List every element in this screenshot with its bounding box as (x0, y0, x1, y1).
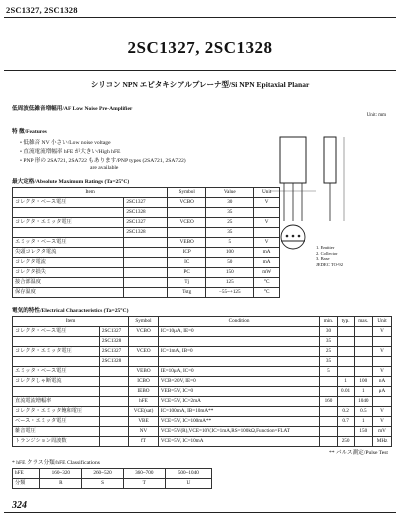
part-cell (124, 268, 168, 278)
condition-cell: VCE=5V, IC=100mA** (158, 417, 319, 427)
min-cell: 25 (320, 347, 337, 357)
symbol-cell: VCEO (168, 218, 206, 228)
page-number: 324 (12, 500, 27, 511)
max-cell (354, 327, 373, 337)
elec-heading: 電気的特性/Electrical Characteristics (Ta=25°C) (12, 308, 129, 314)
item-cell: コレクタ電流 (13, 258, 124, 268)
unit-cell: V (373, 347, 392, 357)
item-cell: 接合部温度 (13, 278, 124, 288)
table-row (13, 238, 280, 248)
unit-cell: μA (373, 387, 392, 397)
unit-cell: mV (373, 427, 392, 437)
item-cell (13, 337, 100, 347)
unit-cell (373, 337, 392, 347)
typ-cell (337, 327, 354, 337)
package-drawing (262, 113, 392, 288)
table-row (13, 288, 280, 298)
col-max: max. (354, 317, 373, 327)
item-cell: コレクタしゃ断電流 (13, 377, 100, 387)
part-cell (99, 437, 128, 447)
abs-max-table (12, 187, 280, 298)
feature-item: • 低雑音 NV 小さい/Low noise voltage (20, 140, 111, 146)
table-row (13, 198, 280, 208)
unit-cell: V (373, 367, 392, 377)
symbol-cell (168, 228, 206, 238)
item-cell: コレクタ・エミッタ電圧 (13, 347, 100, 357)
table-row (13, 387, 392, 397)
symbol-cell: NV (129, 427, 159, 437)
condition-cell: VCE=5V, IC=10mA (158, 437, 319, 447)
condition-cell (158, 357, 319, 367)
hfe-class: T (123, 479, 165, 489)
part-cell: 2SC1328 (124, 228, 168, 238)
col-min: min. (320, 317, 337, 327)
max-cell: 0.5 (354, 407, 373, 417)
part-cell: 2SC1328 (99, 357, 128, 367)
table-row (13, 258, 280, 268)
table-row (13, 397, 392, 407)
table-row (13, 417, 392, 427)
unit-cell: °C (254, 288, 280, 298)
table-row (13, 228, 280, 238)
condition-cell: IC=100mA, IB=10mA** (158, 407, 319, 417)
symbol-cell: IC (168, 258, 206, 268)
typ-cell: 1 (337, 377, 354, 387)
table-row (13, 367, 392, 377)
condition-cell: VCE=5V, IC=2mA (158, 397, 319, 407)
part-cell (99, 417, 128, 427)
condition-cell: IC=1mA, IB=0 (158, 347, 319, 357)
condition-cell: IC=10μA, IE=0 (158, 327, 319, 337)
typ-cell (337, 337, 354, 347)
min-cell: 160 (320, 397, 337, 407)
part-cell (124, 248, 168, 258)
value-cell: 35 (206, 208, 254, 218)
col-value: Value (206, 188, 254, 198)
item-cell (13, 357, 100, 367)
unit-cell: °C (254, 278, 280, 288)
max-cell: 1 (354, 417, 373, 427)
symbol-cell: hFE (129, 397, 159, 407)
hfe-class-table (12, 468, 212, 489)
col-unit: Unit (373, 317, 392, 327)
pulse-note: ** パルス測定/Pulse Test (328, 450, 388, 456)
header-part-numbers: 2SC1327, 2SC1328 (6, 5, 78, 15)
item-cell: コレクタ・ベース電圧 (13, 198, 124, 208)
part-cell (99, 377, 128, 387)
col-item: Item (13, 188, 168, 198)
table-row (13, 218, 280, 228)
table-row (13, 357, 392, 367)
hfe-range: 500~1040 (165, 469, 211, 479)
unit-cell (373, 357, 392, 367)
typ-cell: 0.01 (337, 387, 354, 397)
unit-cell (254, 208, 280, 218)
part-cell (99, 407, 128, 417)
symbol-cell (168, 208, 206, 218)
table-header-row (13, 188, 280, 198)
hfe-label: hFE (13, 469, 40, 479)
symbol-cell: ICBO (129, 377, 159, 387)
symbol-cell: VCEO (129, 347, 159, 357)
pin-label: JEDEC TO-92 (316, 261, 344, 267)
symbol-cell: PC (168, 268, 206, 278)
symbol-cell: Tstg (168, 288, 206, 298)
unit-cell: mW (254, 268, 280, 278)
features-heading: 特 徴/Features (12, 129, 47, 135)
part-cell (124, 258, 168, 268)
condition-cell (158, 337, 319, 347)
item-cell: 直流電流増幅率 (13, 397, 100, 407)
unit-cell: V (373, 417, 392, 427)
col-typ: typ. (337, 317, 354, 327)
condition-cell: VEB=5V, IC=0 (158, 387, 319, 397)
symbol-cell: ICP (168, 248, 206, 258)
table-row (13, 327, 392, 337)
table-row (13, 278, 280, 288)
unit-cell: V (254, 238, 280, 248)
unit-cell: V (373, 327, 392, 337)
max-cell (354, 357, 373, 367)
top-rule (4, 17, 396, 18)
part-cell (124, 238, 168, 248)
unit-cell: MHz (373, 437, 392, 447)
item-cell: 雑音電圧 (13, 427, 100, 437)
part-cell (99, 367, 128, 377)
item-cell: コレクタ損失 (13, 268, 124, 278)
symbol-cell: VEBO (168, 238, 206, 248)
min-cell (320, 437, 337, 447)
symbol-cell: VCE(sat) (129, 407, 159, 417)
item-cell (13, 228, 124, 238)
part-cell: 2SC1328 (124, 208, 168, 218)
part-cell (99, 397, 128, 407)
hfe-class: U (165, 479, 211, 489)
part-cell (124, 278, 168, 288)
hfe-class: R (40, 479, 82, 489)
unit-cell: V (254, 218, 280, 228)
symbol-cell: VEBO (129, 367, 159, 377)
part-cell: 2SC1328 (99, 337, 128, 347)
typ-cell (337, 347, 354, 357)
value-cell: 35 (206, 228, 254, 238)
min-cell (320, 417, 337, 427)
condition-cell: VCB=20V, IE=0 (158, 377, 319, 387)
item-cell (13, 208, 124, 218)
max-cell (354, 347, 373, 357)
min-cell: 30 (320, 327, 337, 337)
typ-cell: 0.7 (337, 417, 354, 427)
hfe-range: 260~520 (82, 469, 124, 479)
max-cell: 1 (354, 387, 373, 397)
min-cell: 35 (320, 357, 337, 367)
page-title: 2SC1327, 2SC1328 (127, 38, 273, 57)
table-row (13, 479, 212, 489)
typ-cell (337, 367, 354, 377)
item-cell: 尖頭コレクタ電流 (13, 248, 124, 258)
table-row (13, 208, 280, 218)
symbol-cell: Tj (168, 278, 206, 288)
item-cell: ベース・エミッタ電圧 (13, 417, 100, 427)
max-cell: 1040 (354, 397, 373, 407)
symbol-cell: VCBO (129, 327, 159, 337)
col-symbol: Symbol (129, 317, 159, 327)
feature-item: • PNP 形の 2SA721, 2SA722 もあります/PNP types (2SA721, 2SA722) (20, 158, 186, 164)
min-cell (320, 387, 337, 397)
pin-label: 2. Collector (316, 250, 338, 256)
min-cell: 5 (320, 367, 337, 377)
value-cell: 5 (206, 238, 254, 248)
hfe-class: S (82, 479, 124, 489)
typ-cell: 0.2 (337, 407, 354, 417)
min-cell: 35 (320, 337, 337, 347)
symbol-cell (129, 357, 159, 367)
table-row (13, 437, 392, 447)
unit-cell: nA (373, 377, 392, 387)
max-cell (354, 437, 373, 447)
class-label: 分類 (13, 479, 40, 489)
min-cell (320, 427, 337, 437)
value-cell: 50 (206, 258, 254, 268)
feature-item: are available (90, 165, 119, 171)
typ-cell (337, 357, 354, 367)
col-condition: Condition (158, 317, 319, 327)
typ-cell: 250 (337, 437, 354, 447)
max-cell: 100 (354, 377, 373, 387)
col-unit: Unit (254, 188, 280, 198)
unit-cell: mA (254, 258, 280, 268)
unit-cell: mA (254, 248, 280, 258)
value-cell: 25 (206, 218, 254, 228)
subtitle: シリコン NPN エピタキシアルプレーナ型/Si NPN Epitaxial Planar (90, 80, 310, 89)
min-cell (320, 377, 337, 387)
title-rule (4, 70, 396, 71)
table-row (13, 377, 392, 387)
symbol-cell (129, 337, 159, 347)
table-row (13, 407, 392, 417)
unit-cell: V (373, 407, 392, 417)
value-cell: 150 (206, 268, 254, 278)
application-text: 低周波低雑音増幅用/AF Low Noise Pre-Amplifier (12, 106, 133, 112)
table-row (13, 268, 280, 278)
condition-cell: IE=10μA, IC=0 (158, 367, 319, 377)
item-cell (13, 387, 100, 397)
table-header-row (13, 317, 392, 327)
table-row (13, 248, 280, 258)
value-cell: 30 (206, 198, 254, 208)
item-cell: コレクタ・ベース電圧 (13, 327, 100, 337)
unit-label: Unit: mm (366, 113, 386, 118)
pin-label: 1. Emitter (316, 245, 335, 250)
symbol-cell: fT (129, 437, 159, 447)
hfe-range: 360~700 (123, 469, 165, 479)
unit-cell: V (254, 198, 280, 208)
part-cell (99, 427, 128, 437)
max-cell (354, 337, 373, 347)
min-cell (320, 407, 337, 417)
hfe-class-heading: * hFE クラス分類/hFE Classifications (12, 460, 100, 466)
condition-cell: VCE=5V(R),VCE=10V,IC=1mA,RS=100kΩ,Function=FLAT (158, 427, 319, 437)
item-cell: コレクタ・エミッタ飽和電圧 (13, 407, 100, 417)
item-cell: コレクタ・エミッタ電圧 (13, 218, 124, 228)
max-cell (354, 367, 373, 377)
part-cell: 2SC1327 (124, 218, 168, 228)
unit-cell (254, 228, 280, 238)
item-cell: トランジション周波数 (13, 437, 100, 447)
abs-max-heading: 最大定格/Absolute Maximum Ratings (Ta=25°C) (12, 179, 130, 185)
elec-table (12, 316, 392, 447)
part-cell: 2SC1327 (124, 198, 168, 208)
table-row (13, 337, 392, 347)
col-item: Item (13, 317, 129, 327)
item-cell: エミッタ・ベース電圧 (13, 238, 124, 248)
typ-cell (337, 427, 354, 437)
part-cell: 2SC1327 (99, 347, 128, 357)
unit-cell (373, 397, 392, 407)
part-cell: 2SC1327 (99, 327, 128, 337)
table-row (13, 469, 212, 479)
value-cell: 125 (206, 278, 254, 288)
part-cell (99, 387, 128, 397)
item-cell: 保存温度 (13, 288, 124, 298)
table-row (13, 347, 392, 357)
max-cell: 150 (354, 427, 373, 437)
value-cell: −55~+125 (206, 288, 254, 298)
bottom-rule (4, 512, 396, 513)
symbol-cell: VBE (129, 417, 159, 427)
symbol-cell: VCBO (168, 198, 206, 208)
part-cell (124, 288, 168, 298)
pin-label: 3. Base (316, 256, 330, 261)
typ-cell (337, 397, 354, 407)
item-cell: エミッタ・ベース電圧 (13, 367, 100, 377)
feature-item: • 直流電流増幅率 hFE が大きい/High hFE (20, 149, 121, 155)
symbol-cell: IEBO (129, 387, 159, 397)
col-symbol: Symbol (168, 188, 206, 198)
table-row (13, 427, 392, 437)
value-cell: 100 (206, 248, 254, 258)
hfe-range: 160~320 (40, 469, 82, 479)
